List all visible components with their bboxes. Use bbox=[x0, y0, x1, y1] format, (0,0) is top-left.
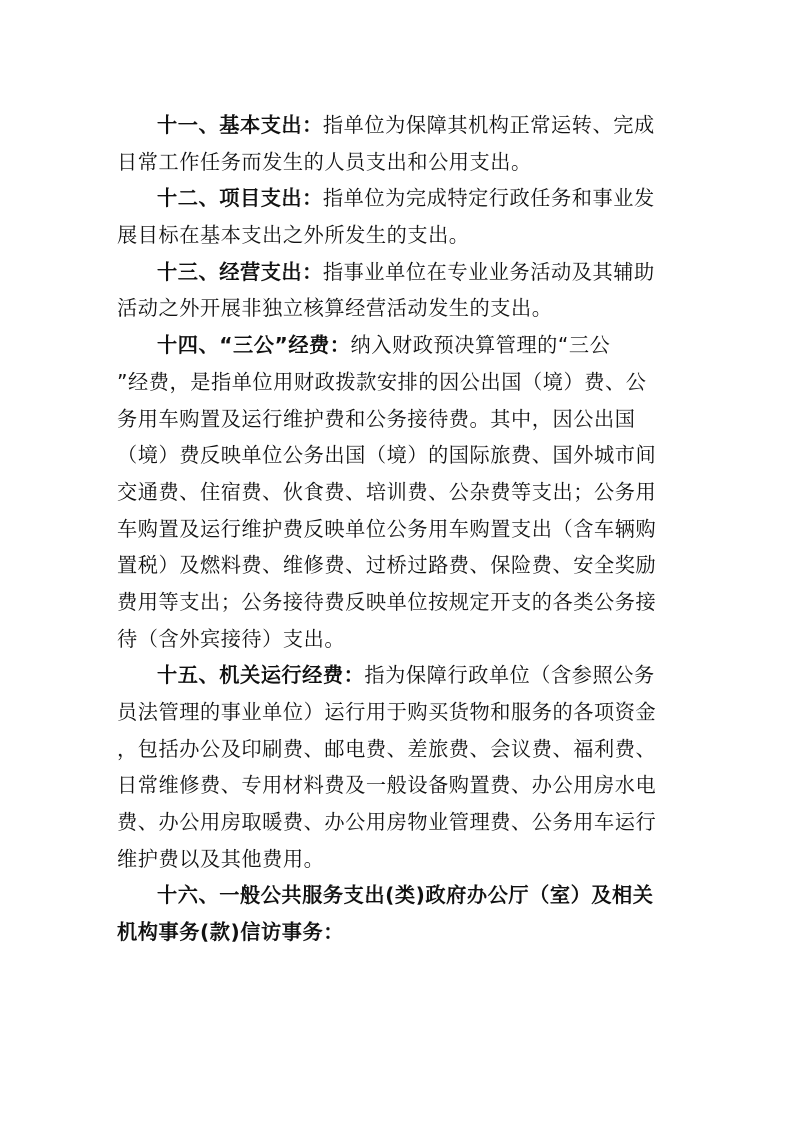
definition-text: 维护费以及其他费用。 bbox=[117, 846, 325, 871]
paragraph-three-public-line-1 bbox=[117, 327, 675, 364]
paragraph-petition-affairs-line-1 bbox=[117, 877, 675, 914]
definition-text: 费、办公用房取暖费、办公用房物业管理费、公务用车运行 bbox=[117, 810, 657, 835]
definition-text: 展目标在基本支出之外所发生的支出。 bbox=[117, 223, 470, 248]
term-petition-affairs-heading: 十六、一般公共服务支出(类)政府办公厅（室）及相关 bbox=[157, 883, 654, 908]
paragraph-petition-affairs-line-2 bbox=[117, 914, 675, 951]
definition-text: 交通费、住宿费、伙食费、培训费、公杂费等支出；公务用 bbox=[117, 479, 657, 504]
definition-text: 日常维修费、专用材料费及一般设备购置费、办公用房水电 bbox=[117, 773, 657, 798]
term-project-expenditure: 十二、项目支出： bbox=[157, 186, 323, 211]
paragraph-three-public-line-5 bbox=[117, 474, 675, 511]
paragraph-agency-operating-line-4 bbox=[117, 767, 675, 804]
paragraph-operating-expenditure-line-2 bbox=[117, 290, 675, 327]
term-petition-affairs-heading-continued: 机构事务(款)信访事务： bbox=[117, 920, 344, 945]
definition-text: 指事业单位在专业业务活动及其辅助 bbox=[322, 259, 655, 284]
definition-text: （境）费反映单位公务出国（境）的国际旅费、国外城市间 bbox=[117, 443, 657, 468]
definition-text: 费用等支出；公务接待费反映单位按规定开支的各类公务接 bbox=[117, 589, 657, 614]
paragraph-three-public-line-8 bbox=[117, 584, 675, 621]
paragraph-project-expenditure-line-1 bbox=[117, 180, 675, 217]
term-three-public-expenses: 十四、“三公”经费： bbox=[157, 333, 351, 358]
paragraph-three-public-line-2 bbox=[117, 364, 675, 401]
paragraph-basic-expenditure-line-2 bbox=[117, 144, 675, 181]
term-agency-operating-expenses: 十五、机关运行经费： bbox=[157, 663, 365, 688]
paragraph-three-public-line-6 bbox=[117, 511, 675, 548]
paragraph-three-public-line-7 bbox=[117, 547, 675, 584]
definition-text: 务用车购置及运行维护费和公务接待费。其中，因公出国 bbox=[117, 406, 636, 431]
paragraph-three-public-line-9 bbox=[117, 621, 675, 658]
definition-text: 指单位为保障其机构正常运转、完成 bbox=[322, 113, 655, 137]
paragraph-three-public-line-3 bbox=[117, 401, 675, 438]
definition-text: 员法管理的事业单位）运行用于购买货物和服务的各项资金 bbox=[117, 700, 657, 724]
definition-text: 指单位为完成特定行政任务和事业发 bbox=[322, 186, 655, 211]
paragraph-three-public-line-4 bbox=[117, 437, 675, 474]
definition-text: 活动之外开展非独立核算经营活动发生的支出。 bbox=[117, 296, 553, 321]
definition-text: 置税）及燃料费、维修费、过桥过路费、保险费、安全奖励 bbox=[117, 553, 657, 578]
definition-text: 待（含外宾接待）支出。 bbox=[117, 626, 346, 651]
paragraph-agency-operating-line-6 bbox=[117, 841, 675, 878]
document-body bbox=[117, 107, 675, 951]
paragraph-agency-operating-line-2 bbox=[117, 694, 675, 731]
definition-text: 指为保障行政单位（含参照公务 bbox=[364, 663, 655, 688]
paragraph-basic-expenditure-line-1 bbox=[117, 107, 675, 144]
definition-text: 车购置及运行维护费反映单位公务用车购置支出（含车辆购 bbox=[117, 516, 657, 541]
definition-text: ”经费，是指单位用财政拨款安排的因公出国（境）费、公 bbox=[117, 369, 647, 394]
paragraph-project-expenditure-line-2 bbox=[117, 217, 675, 254]
paragraph-agency-operating-line-5 bbox=[117, 804, 675, 841]
definition-text: 纳入财政预决算管理的“三公 bbox=[350, 333, 611, 358]
definition-text: ，包括办公及印刷费、邮电费、差旅费、会议费、福利费、 bbox=[117, 736, 657, 761]
paragraph-agency-operating-line-1 bbox=[117, 657, 675, 694]
paragraph-agency-operating-line-3 bbox=[117, 731, 675, 768]
paragraph-operating-expenditure-line-1 bbox=[117, 254, 675, 291]
term-operating-expenditure: 十三、经营支出： bbox=[157, 259, 323, 284]
term-basic-expenditure: 十一、基本支出： bbox=[157, 113, 323, 137]
definition-text: 日常工作任务而发生的人员支出和公用支出。 bbox=[117, 149, 532, 174]
